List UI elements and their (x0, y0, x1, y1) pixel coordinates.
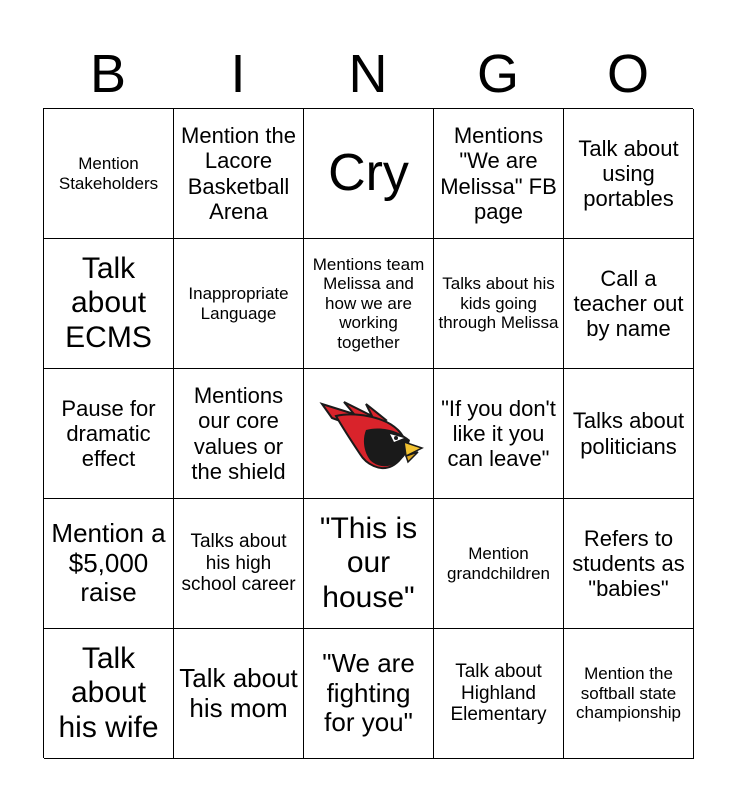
bingo-cell[interactable]: Mentions our core values or the shield (174, 369, 304, 499)
bingo-cell[interactable]: Talk about using portables (564, 109, 694, 239)
free-space-cell[interactable] (304, 369, 434, 499)
bingo-header (43, 40, 693, 108)
bingo-cell[interactable]: Talks about his high school career (174, 499, 304, 629)
cardinal-mascot-icon (314, 394, 424, 474)
bingo-cell[interactable]: "If you don't like it you can leave" (434, 369, 564, 499)
bingo-cell[interactable]: Mentions team Melissa and how we are working together (304, 239, 434, 369)
header-letter-i: I (230, 44, 246, 104)
bingo-cell[interactable]: Talk about ECMS (44, 239, 174, 369)
bingo-cell[interactable]: Mention the Lacore Basketball Arena (174, 109, 304, 239)
header-letter-g: G (476, 44, 519, 104)
header-letter-o: O (606, 44, 649, 104)
bingo-cell[interactable]: "We are fighting for you" (304, 629, 434, 759)
bingo-cell[interactable]: Talk about Highland Elementary (434, 629, 564, 759)
bingo-board (43, 108, 693, 758)
bingo-cell[interactable]: Mention Stakeholders (44, 109, 174, 239)
bingo-cell[interactable]: Call a teacher out by name (564, 239, 694, 369)
bingo-cell[interactable]: "This is our house" (304, 499, 434, 629)
bingo-cell[interactable]: Mentions "We are Melissa" FB page (434, 109, 564, 239)
bingo-cell[interactable]: Mention grandchildren (434, 499, 564, 629)
bingo-cell[interactable]: Pause for dramatic effect (44, 369, 174, 499)
bingo-cell[interactable]: Mention a $5,000 raise (44, 499, 174, 629)
bingo-cell[interactable]: Refers to students as "babies" (564, 499, 694, 629)
bingo-cell[interactable]: Talk about his mom (174, 629, 304, 759)
header-letter-n: N (348, 44, 388, 104)
bingo-cell[interactable]: Talks about his kids going through Melissa (434, 239, 564, 369)
bingo-cell[interactable]: Mention the softball state championship (564, 629, 694, 759)
bingo-cell[interactable]: Cry (304, 109, 434, 239)
bingo-cell[interactable]: Talk about his wife (44, 629, 174, 759)
bingo-cell[interactable]: Inappropriate Language (174, 239, 304, 369)
header-letter-b: B (89, 44, 127, 104)
bingo-cell[interactable]: Talks about politicians (564, 369, 694, 499)
